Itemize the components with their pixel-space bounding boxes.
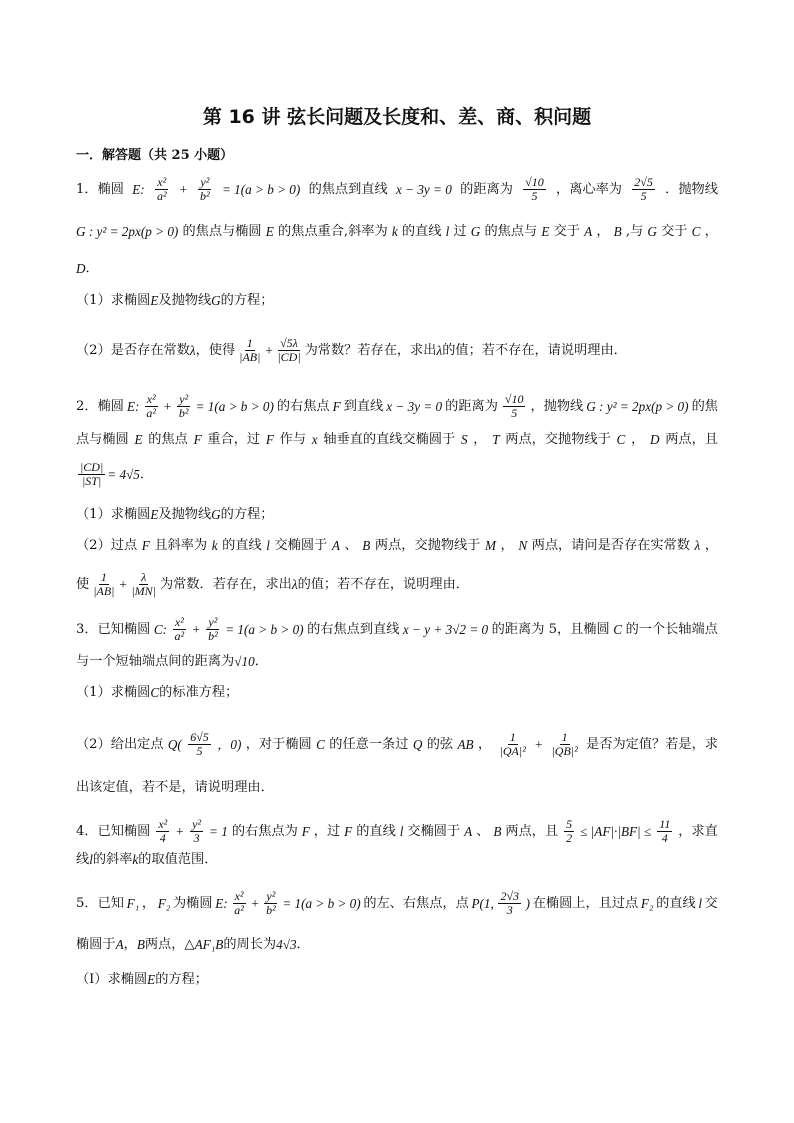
math: E (265, 224, 274, 239)
math: F (193, 432, 202, 447)
text: 的焦 (691, 398, 718, 414)
text: ，使得 (195, 342, 236, 358)
text: 的距离为 (445, 398, 498, 414)
math: + (191, 621, 201, 637)
denominator: a² (156, 189, 167, 203)
math: + (250, 895, 260, 911)
text: 与一个短轴端点间的距离为 (76, 654, 235, 669)
math: G (470, 224, 481, 239)
text: 的弦 (426, 736, 454, 752)
fraction (564, 818, 574, 845)
math: G : y² = 2px(p > 0) (586, 398, 689, 414)
text: （2）过点 (76, 538, 138, 553)
text: 的任意一条过 (329, 736, 409, 752)
text: 的右焦点到直线 (307, 621, 400, 637)
text: 4．已知椭圆 (76, 823, 151, 839)
text: 为椭圆 (172, 895, 213, 911)
problem-1-line-2 (76, 223, 718, 241)
math: T (492, 432, 500, 447)
text: 点与椭圆 (76, 432, 129, 447)
text: 为常数？若存在，求出 (304, 342, 437, 358)
denominator: 2 (566, 831, 573, 845)
text: 作与 (279, 432, 307, 447)
text: ． (85, 261, 99, 276)
math: G (647, 224, 657, 239)
text: 交椭圆于 (407, 823, 461, 839)
text: 的焦点到直线 (308, 181, 388, 197)
text: 的标准方程； (159, 685, 239, 700)
fraction (190, 818, 203, 845)
denominator: 5 (511, 406, 518, 420)
math: D (649, 432, 660, 447)
fraction (264, 890, 278, 917)
math: l (698, 895, 703, 911)
fraction (632, 176, 655, 203)
text: ， (123, 937, 137, 952)
math: l (266, 538, 270, 553)
text: ，抛物线 (530, 398, 584, 414)
denominator: |QB|² (551, 744, 578, 758)
denominator: a² (146, 406, 157, 420)
denominator: |AB| (239, 350, 261, 364)
problem-2-line-1 (76, 393, 718, 420)
math: + (163, 398, 172, 414)
problem-4-line-1 (76, 818, 718, 845)
math: F (344, 823, 353, 839)
numerator: √10 (525, 175, 544, 189)
text: （2）是否存在常数 (76, 342, 190, 358)
text: ,与 (625, 224, 644, 239)
numerator: x² (174, 615, 184, 629)
math: λ (189, 342, 196, 358)
text: 的焦点重合,斜率为 (277, 224, 388, 239)
fraction (78, 461, 105, 488)
math: A (331, 538, 340, 553)
problem-2-condition (76, 461, 718, 488)
math: + (264, 342, 274, 358)
math: C (150, 685, 160, 700)
math: B (613, 224, 622, 239)
text: 的距离为 5，且椭圆 (491, 621, 610, 637)
problem-5-line-2 (76, 936, 718, 954)
text: （1）求椭圆 (76, 685, 151, 700)
text: 在椭圆上，且过点 (532, 895, 639, 911)
text: 的值；若不存在，请说明理由． (442, 342, 627, 358)
text: 的值；若不存在，说明理由． (297, 576, 469, 592)
text: 使 (76, 576, 90, 592)
math: E (150, 507, 159, 522)
fraction (503, 393, 526, 420)
text: ， (473, 432, 487, 447)
math: E: (215, 895, 228, 911)
text: 为常数．若存在，求出 (159, 576, 292, 592)
text: 线 (76, 852, 90, 867)
text: 的方程； (155, 972, 208, 987)
problem-1-part-2 (76, 337, 718, 364)
page-title: 第 16 讲 弦长问题及长度和、差、商、积问题 (202, 106, 592, 128)
math: + (534, 736, 544, 752)
text: 及抛物线 (158, 293, 212, 308)
numerator: y² (200, 175, 210, 189)
text: （2）给出定点 (76, 736, 164, 752)
fraction (91, 571, 116, 598)
math: = 1(a > b > 0) (221, 181, 301, 197)
text: 椭圆于 (76, 937, 116, 952)
math: M (484, 538, 496, 553)
text: 的焦点与椭圆 (182, 224, 262, 239)
fraction (198, 176, 212, 203)
math: ，0) (217, 736, 242, 752)
numerator: y² (192, 817, 202, 831)
fraction (177, 393, 191, 420)
numerator: √5λ (280, 336, 298, 350)
math: = 1 (209, 823, 228, 839)
text: 的右焦点 (276, 398, 330, 414)
text: ， (704, 224, 718, 239)
math: E (147, 972, 156, 987)
fraction (237, 337, 262, 364)
fraction (206, 616, 220, 643)
math: √10 (234, 654, 255, 669)
denominator: 5 (196, 744, 203, 758)
text: 的焦点 (148, 432, 188, 447)
math: ) (525, 895, 531, 911)
math: l (399, 823, 404, 839)
text: 的左、右焦点，点 (363, 895, 469, 911)
text: 交于 (553, 224, 580, 239)
numerator: 2√3 (500, 889, 520, 903)
text: 的方程； (220, 293, 274, 308)
fraction (523, 176, 546, 203)
math: ≤ |AF|·|BF| ≤ (580, 823, 652, 839)
fraction (144, 393, 158, 420)
problem-2-part-1 (76, 506, 718, 524)
numerator: x² (158, 817, 168, 831)
math: l (445, 224, 450, 239)
text: 的斜率 (92, 852, 133, 867)
denominator: b² (200, 189, 210, 203)
math: D (76, 261, 86, 276)
problem-1-line-3 (76, 260, 718, 278)
text: ， (500, 538, 514, 553)
denominator: |MN| (131, 584, 156, 598)
text: 3．已知椭圆 (76, 621, 151, 637)
math: F (301, 823, 310, 839)
text: 到直线 (343, 398, 384, 414)
math: E: (126, 398, 140, 414)
denominator: |QA|² (499, 744, 526, 758)
text: ，求直 (678, 823, 718, 839)
math: k (211, 538, 218, 553)
text: 的直线 (401, 224, 442, 239)
problem-4-line-2 (76, 851, 718, 869)
math: E: (132, 181, 145, 197)
numerator: x² (157, 175, 167, 189)
denominator: 4 (159, 831, 166, 845)
numerator: y² (266, 889, 276, 903)
math: A (115, 937, 124, 952)
text: 、 (344, 538, 358, 553)
math: G (211, 293, 221, 308)
numerator: √10 (504, 392, 524, 406)
numerator: 1 (509, 730, 516, 744)
section-heading: 一．解答题（共 25 小题） (76, 148, 234, 163)
text: ． (139, 466, 154, 482)
problem-3-line-1 (76, 616, 718, 643)
text: ． (254, 654, 268, 669)
math: F (141, 538, 150, 553)
denominator: b² (178, 406, 189, 420)
denominator: a² (234, 903, 244, 917)
fraction (275, 337, 302, 364)
numerator: 2√5 (634, 175, 653, 189)
text: 及抛物线 (158, 507, 212, 522)
fraction (232, 890, 246, 917)
text: 两点，交抛物线于 (374, 538, 481, 553)
math: = 4√5 (107, 466, 140, 482)
math: + (178, 181, 188, 197)
numerator: y² (208, 615, 218, 629)
math: B (493, 823, 502, 839)
denominator: |CD| (277, 350, 301, 364)
math: + (118, 576, 128, 592)
math: S (460, 432, 468, 447)
fraction (156, 818, 169, 845)
math: AB (457, 736, 474, 752)
math: E (541, 224, 550, 239)
math: Q( (167, 736, 182, 752)
numerator: λ (141, 570, 147, 584)
math: x − y + 3√2 = 0 (402, 621, 489, 637)
math: E (134, 432, 143, 447)
numerator: 5 (566, 817, 573, 831)
math: G (211, 507, 221, 522)
text: 轴垂直的直线交椭圆于 (323, 432, 456, 447)
numerator: y² (179, 392, 189, 406)
problem-1-part-1 (76, 292, 718, 310)
problem-3-line-2 (76, 653, 718, 671)
problem-5-part-1 (76, 971, 718, 989)
text: ，对于椭圆 (245, 736, 312, 752)
text: 的取值范围． (138, 852, 218, 867)
problem-2-line-2 (76, 431, 718, 449)
denominator: b² (208, 629, 218, 643)
denominator: 5 (640, 189, 647, 203)
numerator: 11 (659, 817, 671, 831)
numerator: 1 (246, 336, 253, 350)
text: （Ⅰ）求椭圆 (76, 972, 148, 987)
math: x − 3y = 0 (395, 181, 452, 197)
text: 的一个长轴端点 (625, 621, 718, 637)
math: x (311, 432, 318, 447)
math: l (89, 852, 93, 867)
text: 交椭圆于 (274, 538, 328, 553)
problem-5-line-1 (76, 890, 718, 917)
denominator: 5 (531, 189, 538, 203)
fraction (155, 176, 169, 203)
math: x − 3y = 0 (386, 398, 443, 414)
denominator: |ST| (82, 474, 102, 488)
denominator: a² (174, 629, 185, 643)
problem-2-part-2 (76, 537, 718, 555)
math: A (464, 823, 473, 839)
text: 两点，△ (144, 937, 195, 952)
math: = 1(a > b > 0) (225, 621, 304, 637)
denominator: |AB| (93, 584, 115, 598)
math: = 1(a > b > 0) (195, 398, 274, 414)
text: （1）求椭圆 (76, 293, 151, 308)
math: F₁ (126, 895, 140, 911)
text: ，离心率为 (556, 181, 622, 197)
text: 的直线 (656, 895, 696, 911)
text: 两点，请问是否存在实常数 (531, 538, 690, 553)
denominator: 3 (506, 903, 513, 917)
text: ， (141, 895, 156, 911)
fraction (498, 890, 521, 917)
math: λ (291, 576, 298, 592)
math: N (518, 538, 528, 553)
text: 、 (476, 823, 490, 839)
text: 5．已知 (76, 895, 124, 911)
text: 的右焦点为 (231, 823, 298, 839)
text: ， (631, 432, 645, 447)
math: Q (412, 736, 423, 752)
text: ，过 (313, 823, 341, 839)
text: 的方程； (220, 507, 274, 522)
math: λ (436, 342, 443, 358)
math: F (332, 398, 341, 414)
denominator: 4 (661, 831, 668, 845)
math: = 1(a > b > 0) (282, 895, 361, 911)
text: 出该定值，若不是，请说明理由． (76, 780, 274, 795)
fraction (129, 571, 158, 598)
text: ， (478, 736, 492, 752)
problem-3-part-2-cont (76, 779, 718, 797)
denominator: b² (266, 903, 276, 917)
text: 重合，过 (207, 432, 261, 447)
text: （1）求椭圆 (76, 507, 151, 522)
text: ．抛物线 (665, 181, 718, 197)
math: F₂ (640, 895, 654, 911)
text: 两点，交抛物线于 (505, 432, 611, 447)
text: 2．椭圆 (76, 398, 124, 414)
text: 交于 (661, 224, 688, 239)
math: C: (153, 621, 168, 637)
problem-3-part-1 (76, 684, 718, 702)
fraction (657, 818, 672, 845)
fraction (173, 616, 187, 643)
numerator: x² (234, 889, 244, 903)
text: ， (704, 538, 718, 553)
numerator: 1 (100, 570, 107, 584)
text: 的直线 (222, 538, 262, 553)
text: 交 (704, 895, 718, 911)
numerator: 1 (561, 730, 568, 744)
numerator: 6√5 (190, 730, 209, 744)
fraction (549, 731, 579, 758)
math: B (362, 538, 371, 553)
text: 两点，且 (505, 823, 559, 839)
math: C (613, 621, 623, 637)
denominator: 3 (193, 831, 200, 845)
text: 的直线 (356, 823, 396, 839)
math: 4√3 (276, 937, 297, 952)
problem-2-part-2-cont (76, 571, 718, 598)
math: G : y² = 2px(p > 0) (76, 224, 179, 239)
text: 的焦点与 (484, 224, 538, 239)
math: F (265, 432, 274, 447)
text: 的距离为 (460, 181, 513, 197)
text: ， (596, 224, 610, 239)
math: F₂ (157, 895, 171, 911)
math: k (391, 224, 398, 239)
text: 过 (453, 224, 467, 239)
numerator: |CD| (80, 460, 104, 474)
math: + (175, 823, 185, 839)
math: λ (694, 538, 701, 553)
text: 两点，且 (665, 432, 718, 447)
math: AF₁B (194, 937, 224, 952)
problem-1-line-1 (76, 176, 718, 203)
math: k (132, 852, 139, 867)
text: 1．椭圆 (76, 181, 124, 197)
math: E (150, 293, 159, 308)
fraction (498, 731, 528, 758)
math: C (316, 736, 325, 752)
fraction (188, 731, 211, 758)
text: 是否为定值？若是，求 (586, 736, 718, 752)
numerator: x² (146, 392, 156, 406)
math: B (136, 937, 145, 952)
problem-3-part-2 (76, 731, 718, 758)
text: 的周长为 (223, 937, 277, 952)
text: ． (296, 937, 310, 952)
math: P(1, (471, 895, 494, 911)
math: C (691, 224, 701, 239)
text: 且斜率为 (154, 538, 208, 553)
math: A (584, 224, 593, 239)
math: C (616, 432, 626, 447)
